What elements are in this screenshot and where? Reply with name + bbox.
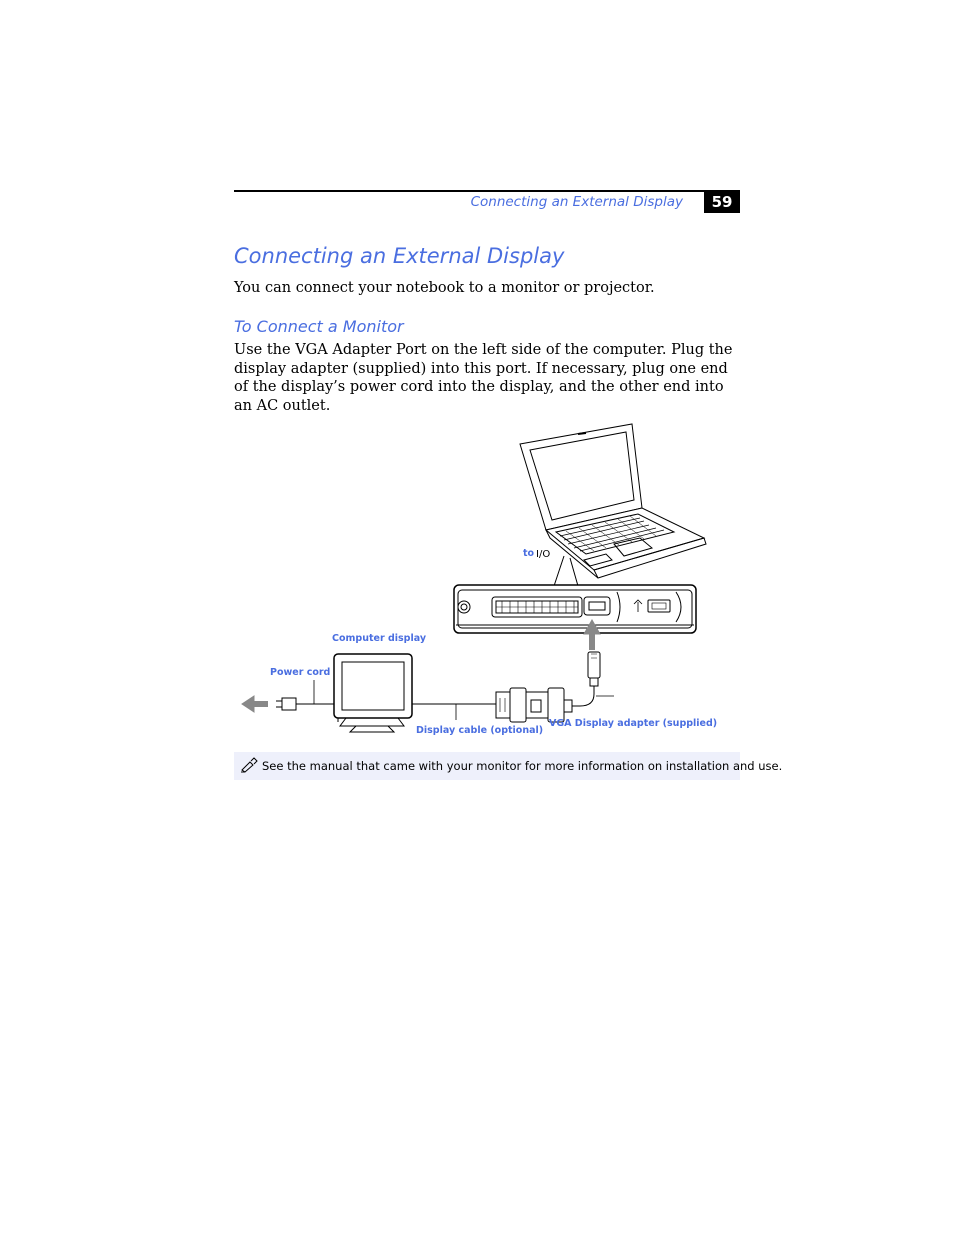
monitor-illustration [334, 654, 412, 732]
intro-paragraph: You can connect your notebook to a monitor or projector. [234, 280, 655, 296]
writing-hand-icon [240, 757, 258, 773]
header-rule [234, 190, 740, 192]
section-title: Connecting an External Display [234, 244, 565, 268]
label-computer-display: Computer display [332, 633, 427, 644]
label-display-cable: Display cable (optional) [416, 725, 544, 736]
port-strip-illustration [454, 585, 696, 633]
note-box [234, 752, 783, 780]
label-power-cord: Power cord [270, 667, 331, 678]
connection-diagram [234, 420, 740, 748]
running-header: Connecting an External Display [470, 194, 683, 210]
label-io: I/O [536, 549, 551, 560]
instructions-paragraph: Use the VGA Adapter Port on the left side of the computer. Plug the display adapter (supplied) into this port. If necessary, plug one end of the display’s power cord into the display, and the other end into an AC outlet. [234, 342, 733, 414]
label-vga-adapter: VGA Display adapter (supplied) [549, 718, 718, 729]
page-number: 59 [704, 192, 740, 213]
label-to: to [523, 548, 535, 559]
laptop-illustration [520, 424, 706, 586]
subsection-title: To Connect a Monitor [234, 317, 404, 336]
note-text: See the manual that came with your monitor for more information on installation and use. [262, 759, 783, 773]
